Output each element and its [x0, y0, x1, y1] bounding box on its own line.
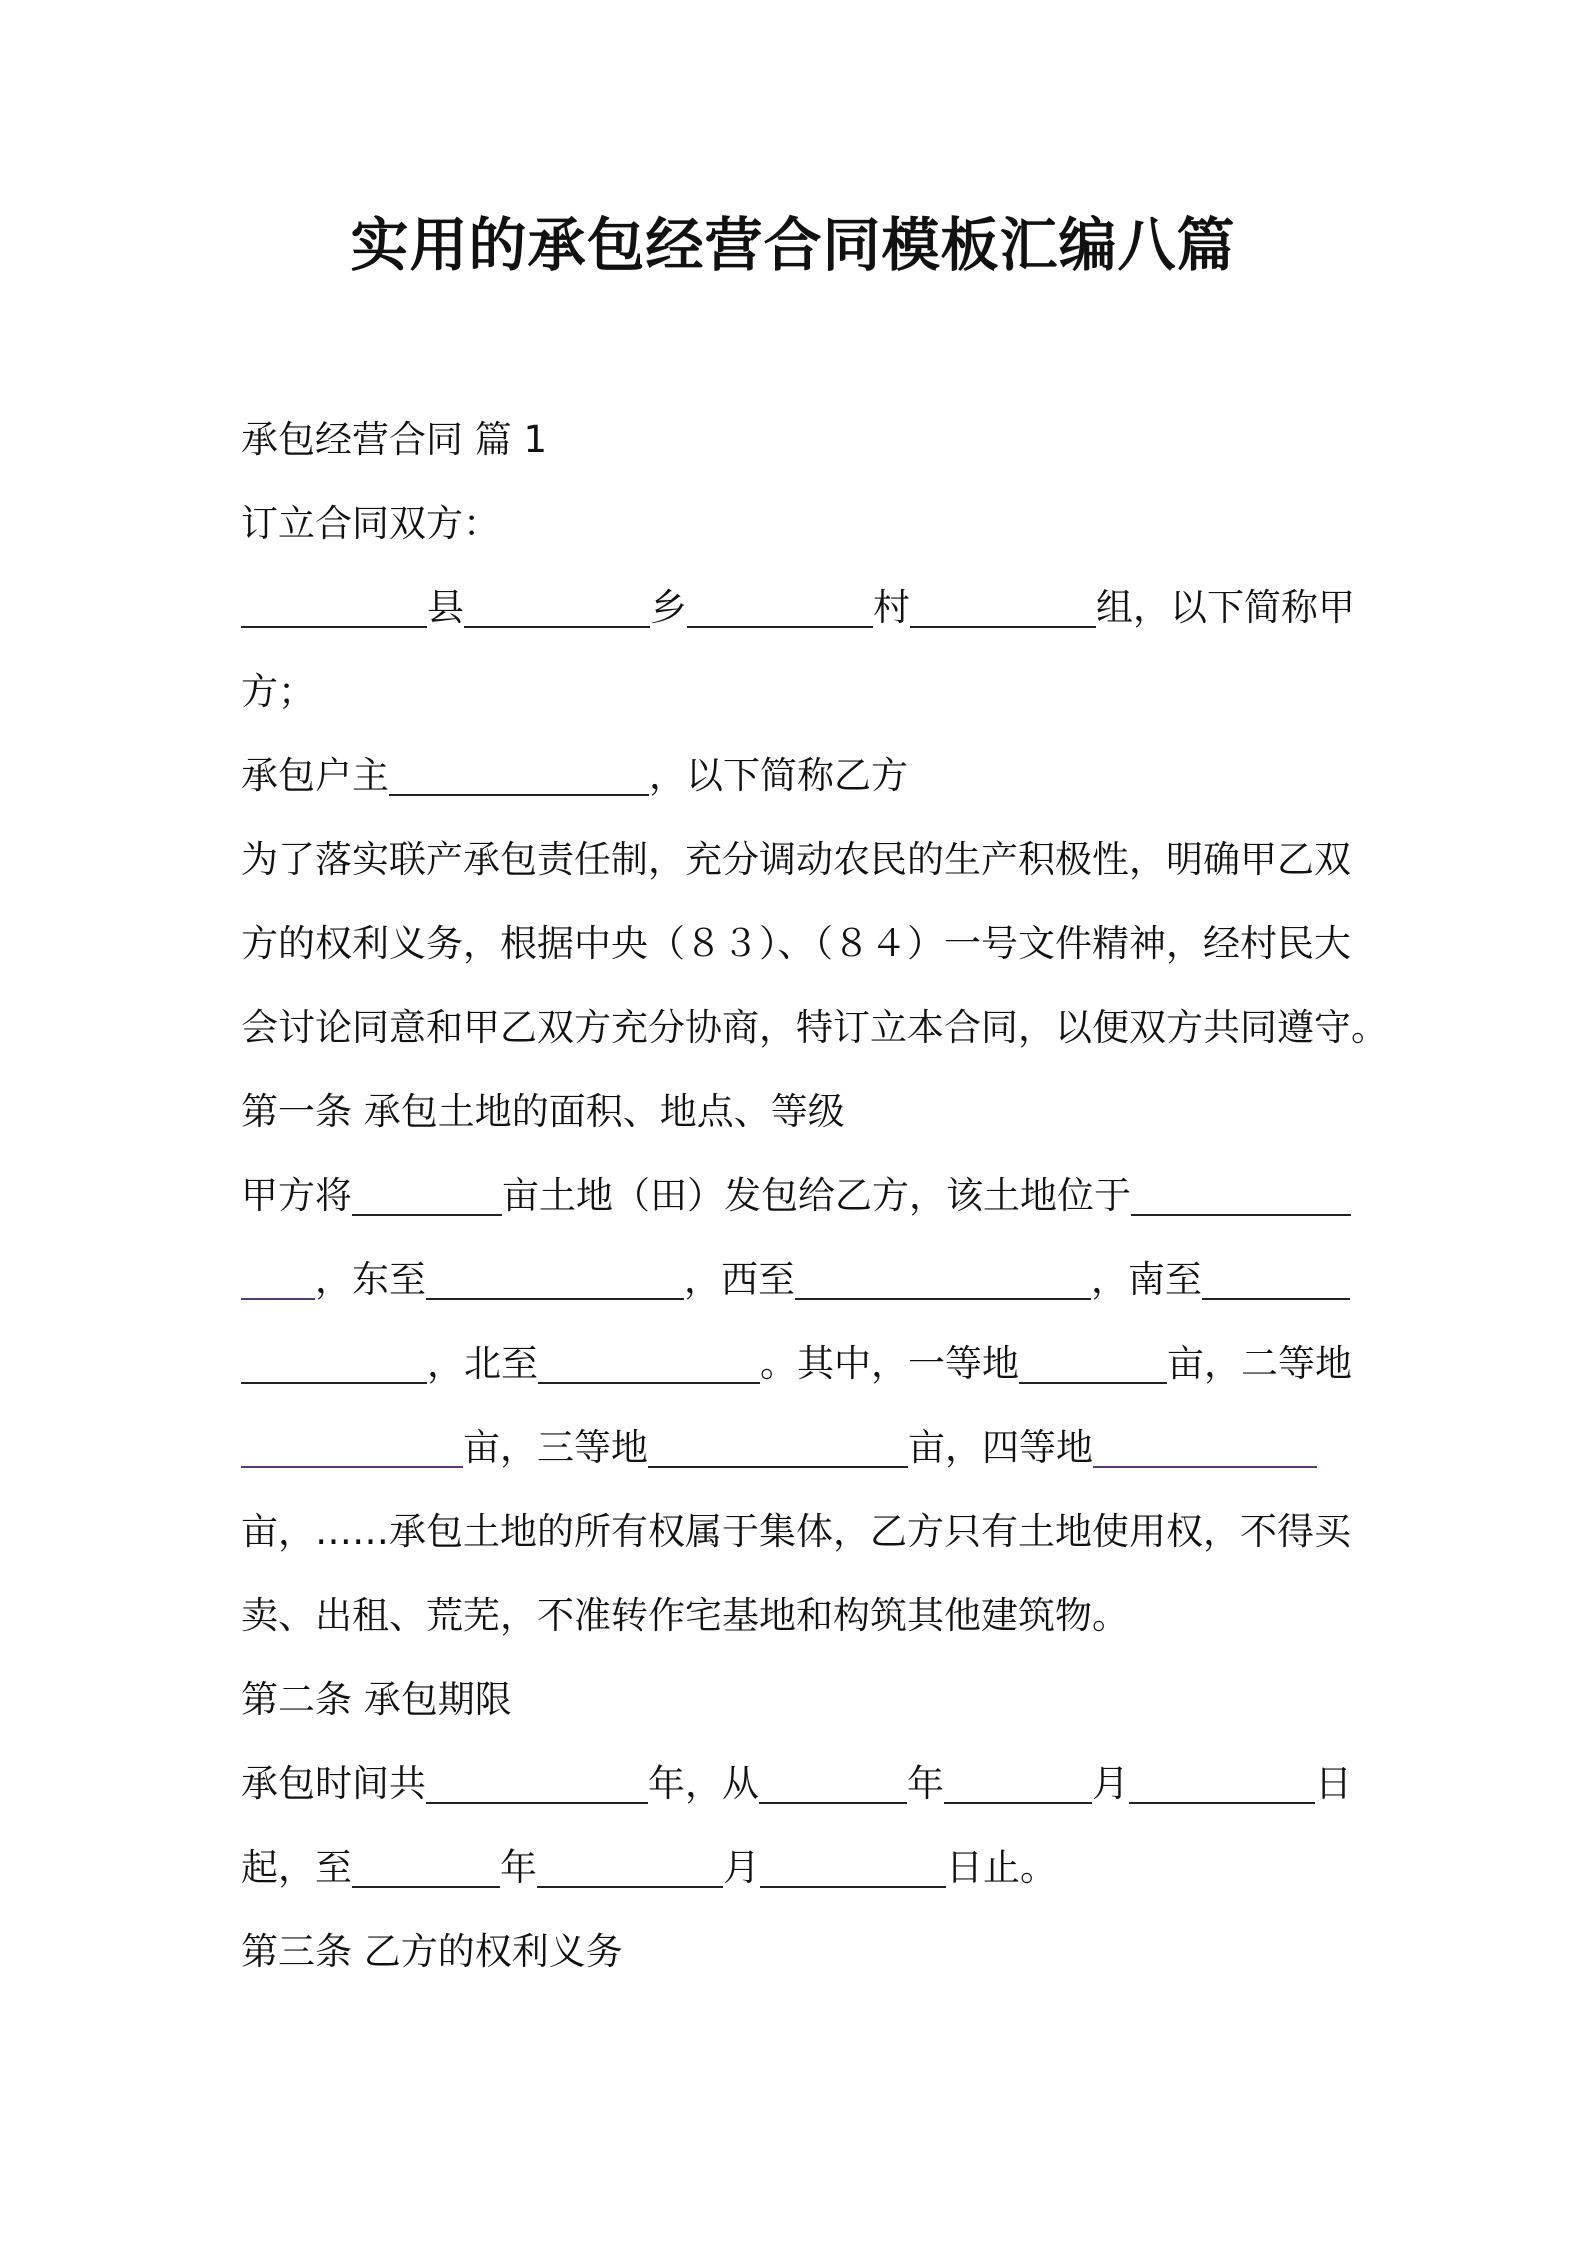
preamble-line-3: 会讨论同意和甲乙双方充分协商，特订立本合同，以便双方共同遵守。 — [241, 1006, 1388, 1049]
article-1-line-1 — [241, 1166, 1351, 1226]
blank-field — [1019, 1338, 1167, 1384]
blank-field — [1129, 1758, 1315, 1804]
blank-field — [352, 1170, 502, 1216]
blank-field — [687, 582, 873, 628]
party-a-township-label: 乡 — [650, 586, 687, 629]
article-3-heading: 第三条 乙方的权利义务 — [241, 1930, 623, 1973]
party-b-prefix: 承包户主 — [241, 754, 389, 797]
text-segment: 。其中，一等地 — [760, 1342, 1019, 1385]
text-segment: ，东至 — [315, 1258, 426, 1301]
text-segment: ，北至 — [427, 1342, 538, 1385]
text-segment: 亩，二等地 — [1167, 1342, 1352, 1385]
text-segment: 亩，三等地 — [463, 1426, 648, 1469]
preamble-line-2: 方的权利义务，根据中央（８３）、（８４）一号文件精神，经村民大 — [241, 922, 1351, 965]
blank-field — [241, 1338, 427, 1384]
text-segment: 月 — [1092, 1762, 1129, 1805]
text-segment: 承包时间共 — [241, 1762, 426, 1805]
party-b-suffix: ，以下简称乙方 — [649, 754, 908, 797]
text-segment: 日 — [1315, 1762, 1352, 1805]
parties-label: 订立合同双方： — [241, 502, 500, 545]
article-2-line-2 — [241, 1838, 1057, 1898]
text-segment: 甲方将 — [241, 1174, 352, 1217]
document-title: 实用的承包经营合同模板汇编八篇 — [350, 211, 1236, 279]
article-1-line-4 — [241, 1418, 1317, 1478]
blank-field — [648, 1422, 908, 1468]
text-segment: 日止。 — [946, 1846, 1057, 1889]
blank-field — [1131, 1170, 1351, 1216]
blank-field — [944, 1758, 1092, 1804]
blank-field — [352, 1842, 500, 1888]
blank-field — [241, 1254, 315, 1300]
blank-field — [464, 582, 650, 628]
article-2-line-1 — [241, 1754, 1352, 1814]
text-segment: 亩土地（田）发包给乙方，该土地位于 — [502, 1174, 1131, 1217]
text-segment: 亩，四等地 — [908, 1426, 1093, 1469]
blank-field — [426, 1254, 684, 1300]
blank-field — [538, 1338, 760, 1384]
blank-field — [1202, 1254, 1350, 1300]
text-segment: 年 — [500, 1846, 537, 1889]
blank-field — [389, 750, 649, 796]
party-a-continuation: 方； — [241, 670, 315, 713]
text-segment: ，西至 — [684, 1258, 795, 1301]
blank-field — [426, 1758, 648, 1804]
article-1-line-6: 卖、出租、荒芜，不准转作宅基地和构筑其他建筑物。 — [241, 1594, 1129, 1637]
article-1-line-2 — [241, 1250, 1350, 1310]
article-1-line-3 — [241, 1334, 1352, 1394]
blank-field — [910, 582, 1096, 628]
text-segment: 月 — [723, 1846, 760, 1889]
party-a-line — [241, 578, 1355, 638]
article-2-heading: 第二条 承包期限 — [241, 1678, 512, 1721]
party-a-village-label: 村 — [873, 586, 910, 629]
party-a-group-label: 组，以下简称甲 — [1096, 586, 1355, 629]
blank-field — [795, 1254, 1091, 1300]
preamble-line-1: 为了落实联产承包责任制，充分调动农民的生产积极性，明确甲乙双 — [241, 838, 1351, 881]
blank-field — [760, 1842, 946, 1888]
article-1-line-5: 亩，……承包土地的所有权属于集体，乙方只有土地使用权，不得买 — [241, 1510, 1351, 1553]
blank-field — [1093, 1422, 1317, 1468]
article-1-heading: 第一条 承包土地的面积、地点、等级 — [241, 1090, 845, 1133]
blank-field — [241, 1422, 463, 1468]
text-segment: 年 — [907, 1762, 944, 1805]
blank-field — [759, 1758, 907, 1804]
party-b-line — [241, 746, 908, 806]
party-a-county-label: 县 — [427, 586, 464, 629]
blank-field — [537, 1842, 723, 1888]
blank-field — [241, 582, 427, 628]
text-segment: ，南至 — [1091, 1258, 1202, 1301]
text-segment: 年，从 — [648, 1762, 759, 1805]
text-segment: 起，至 — [241, 1846, 352, 1889]
section-heading: 承包经营合同 篇 1 — [241, 418, 548, 461]
